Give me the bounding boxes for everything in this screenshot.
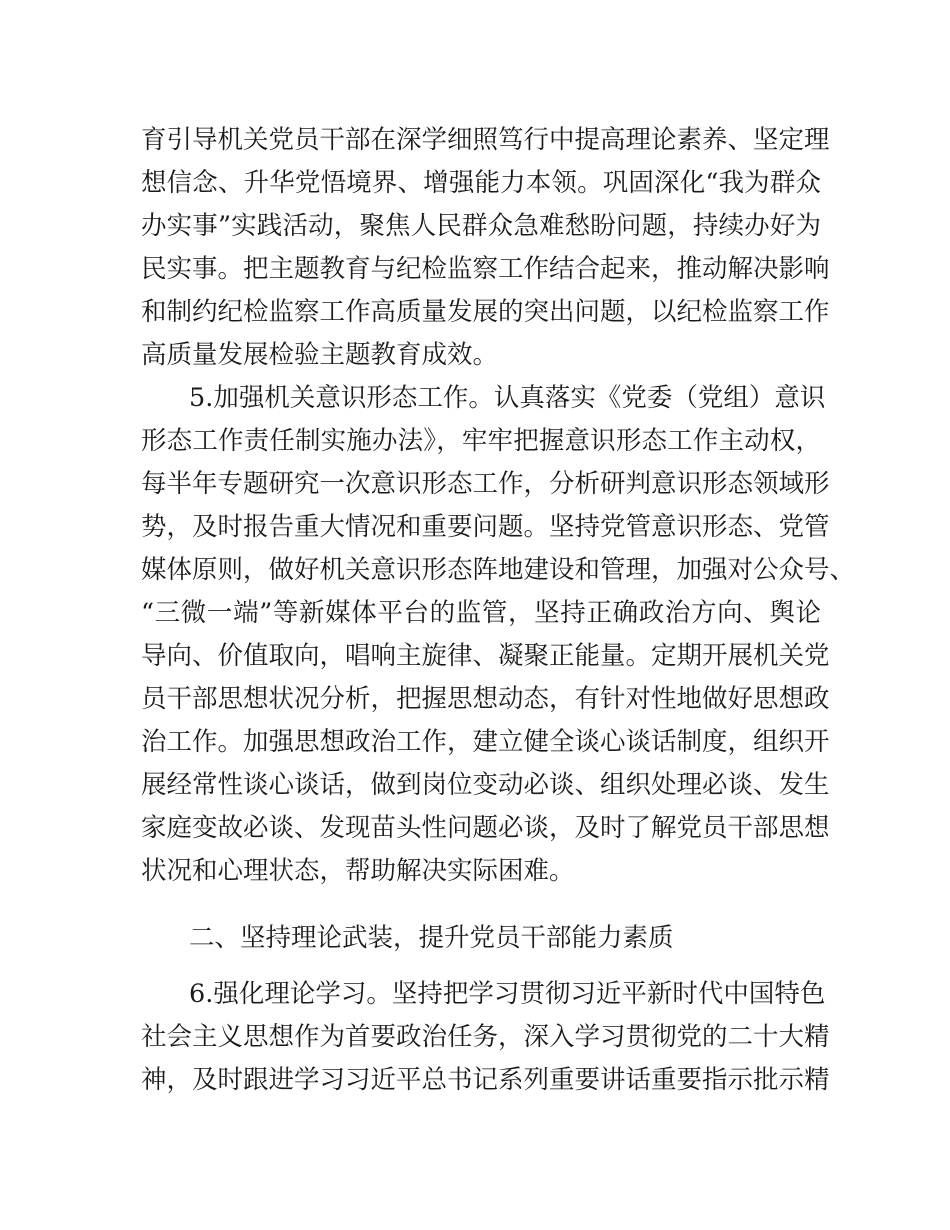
text-line: 员干部思想状况分析，把握思想动态，有针对性地做好思想政 bbox=[141, 684, 830, 714]
text-line: 家庭变故必谈、发现苗头性问题必谈，及时了解党员干部思想 bbox=[141, 813, 830, 843]
text-line: 6.强化理论学习。坚持把学习贯彻习近平新时代中国特色 bbox=[189, 979, 826, 1009]
text-line: 育引导机关党员干部在深学细照笃行中提高理论素养、坚定理 bbox=[141, 125, 830, 155]
text-line: 每半年专题研究一次意识形态工作，分析研判意识形态领域形 bbox=[141, 469, 830, 499]
text-line: 办实事”实践活动，聚焦人民群众急难愁盼问题，持续办好为 bbox=[141, 211, 821, 241]
text-line: 5.加强机关意识形态工作。认真落实《党委（党组）意识 bbox=[189, 383, 826, 413]
text-line: 想信念、升华党悟境界、增强能力本领。巩固深化“我为群众 bbox=[141, 168, 821, 198]
text-line: 导向、价值取向，唱响主旋律、凝聚正能量。定期开展机关党 bbox=[141, 641, 830, 671]
text-line: 势，及时报告重大情况和重要问题。坚持党管意识形态、党管 bbox=[141, 512, 830, 542]
text-line: 和制约纪检监察工作高质量发展的突出问题，以纪检监察工作 bbox=[141, 297, 830, 327]
text-line: 状况和心理状态，帮助解决实际困难。 bbox=[141, 856, 575, 886]
text-line: 高质量发展检验主题教育成效。 bbox=[141, 340, 499, 370]
text-line: 形态工作责任制实施办法》，牢牢把握意识形态工作主动权， bbox=[141, 426, 821, 456]
section-heading: 二、坚持理论武装，提升党员干部能力素质 bbox=[189, 923, 674, 953]
text-line: 社会主义思想作为首要政治任务，深入学习贯彻党的二十大精 bbox=[141, 1022, 830, 1052]
text-line: 治工作。加强思想政治工作，建立健全谈心谈话制度，组织开 bbox=[141, 727, 830, 757]
text-line: 媒体原则，做好机关意识形态阵地建设和管理，加强对公众号、 bbox=[141, 555, 856, 585]
text-line: 民实事。把主题教育与纪检监察工作结合起来，推动解决影响 bbox=[141, 254, 830, 284]
text-line: “三微一端”等新媒体平台的监管，坚持正确政治方向、舆论 bbox=[141, 598, 821, 628]
text-line: 展经常性谈心谈话，做到岗位变动必谈、组织处理必谈、发生 bbox=[141, 770, 830, 800]
text-line: 神，及时跟进学习习近平总书记系列重要讲话重要指示批示精 bbox=[141, 1065, 830, 1095]
